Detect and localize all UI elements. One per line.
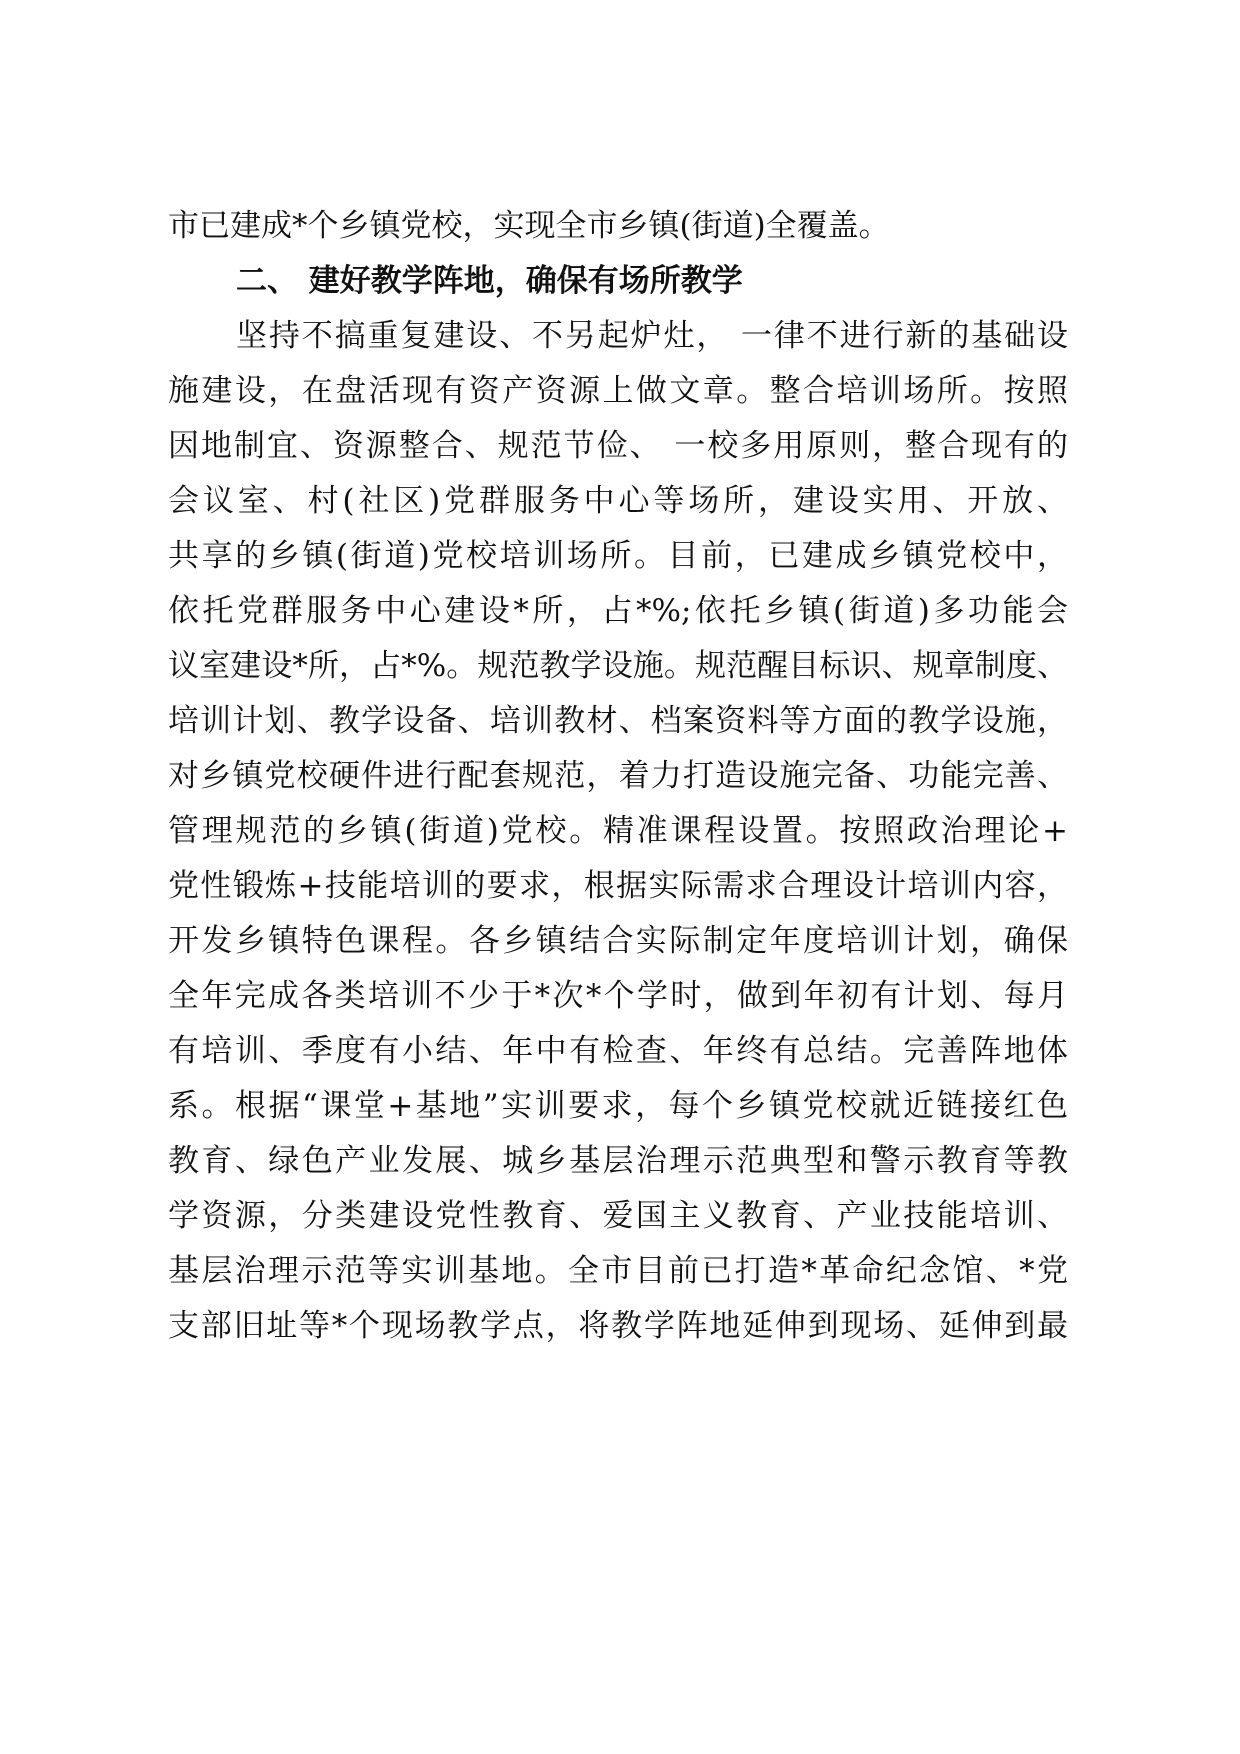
paragraph-line-continuation: 市已建成*个乡镇党校，实现全市乡镇(街道)全覆盖。 — [168, 208, 890, 244]
paragraph-line: 党性锻炼+技能培训的要求，根据实际需求合理设计培训内容， — [168, 868, 1068, 904]
paragraph-line: 对乡镇党校硬件进行配套规范，着力打造设施完备、功能完善、 — [168, 758, 1068, 794]
paragraph-line: 开发乡镇特色课程。各乡镇结合实际制定年度培训计划，确保 — [168, 923, 1068, 959]
paragraph-line: 系。根据“课堂+基地”实训要求，每个乡镇党校就近链接红色 — [168, 1088, 1068, 1124]
paragraph-line-last: 支部旧址等*个现场教学点，将教学阵地延伸到现场、延伸到最 — [168, 1308, 1068, 1344]
paragraph-line: 因地制宜、资源整合、规范节俭、 一校多用原则，整合现有的 — [168, 428, 1068, 464]
paragraph-line: 议室建设*所，占*%。规范教学设施。规范醒目标识、规章制度、 — [168, 648, 1068, 684]
paragraph-line-first: 坚持不搞重复建设、不另起炉灶， 一律不进行新的基础设 — [236, 318, 1068, 354]
paragraph-line: 施建设，在盘活现有资产资源上做文章。整合培训场所。按照 — [168, 373, 1068, 409]
paragraph-line: 学资源，分类建设党性教育、爱国主义教育、产业技能培训、 — [168, 1198, 1068, 1234]
paragraph-line: 依托党群服务中心建设*所，占*%;依托乡镇(街道)多功能会 — [168, 593, 1068, 629]
paragraph-line: 教育、绿色产业发展、城乡基层治理示范典型和警示教育等教 — [168, 1143, 1068, 1179]
paragraph-line: 基层治理示范等实训基地。全市目前已打造*革命纪念馆、*党 — [168, 1253, 1068, 1289]
paragraph-line: 会议室、村(社区)党群服务中心等场所，建设实用、开放、 — [168, 483, 1068, 519]
paragraph-line: 有培训、季度有小结、年中有检查、年终有总结。完善阵地体 — [168, 1033, 1068, 1069]
paragraph-line: 管理规范的乡镇(街道)党校。精准课程设置。按照政治理论+ — [168, 813, 1068, 849]
paragraph-line: 培训计划、教学设备、培训教材、档案资料等方面的教学设施， — [168, 703, 1068, 739]
section-heading: 二、 建好教学阵地，确保有场所教学 — [236, 263, 743, 299]
paragraph-line: 共享的乡镇(街道)党校培训场所。目前，已建成乡镇党校中， — [168, 538, 1068, 574]
paragraph-line: 全年完成各类培训不少于*次*个学时，做到年初有计划、每月 — [168, 978, 1068, 1014]
